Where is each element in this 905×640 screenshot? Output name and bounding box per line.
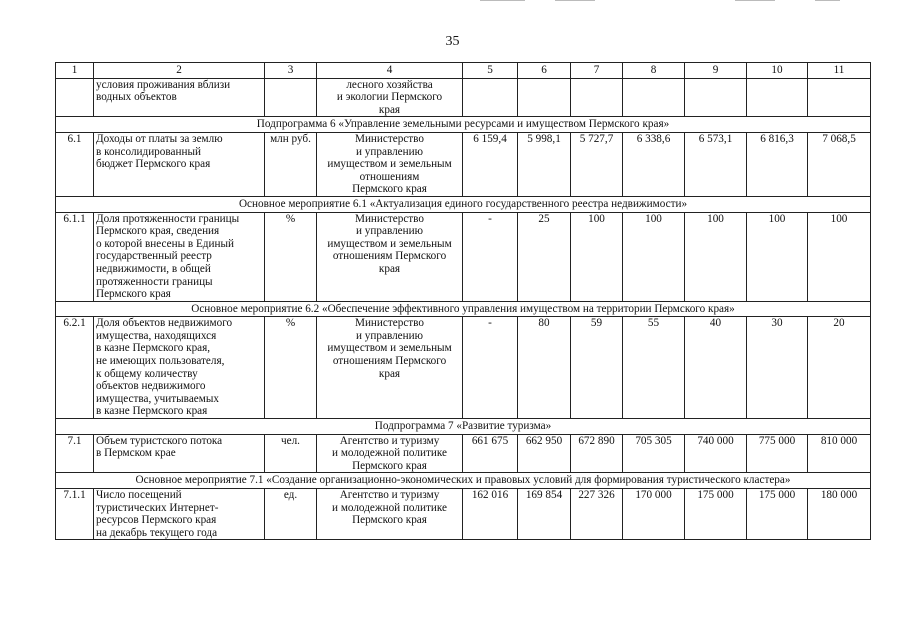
value-cell: 175 000: [685, 489, 747, 540]
column-number-cell: 10: [747, 63, 808, 79]
value-cell: 6 816,3: [747, 132, 808, 196]
section-row: [56, 419, 871, 435]
value-cell: 100: [571, 212, 623, 301]
indicators-table: [55, 62, 871, 540]
responsible-cell: Министерство и управлению имуществом и земельным отношениям Пермского края: [317, 132, 463, 196]
section-row: [56, 473, 871, 489]
column-number-cell: 4: [317, 63, 463, 79]
value-cell: 20: [808, 317, 871, 419]
unit-cell: %: [265, 317, 317, 419]
value-cell: 40: [685, 317, 747, 419]
indicator-name: условия проживания вблизи водных объектов: [94, 78, 265, 117]
value-cell: [623, 78, 685, 117]
section-title: Подпрограмма 6 «Управление земельными ресурсами и имуществом Пермского края»: [56, 117, 871, 133]
value-cell: 100: [685, 212, 747, 301]
value-cell: 661 675: [463, 434, 518, 473]
column-number-cell: 2: [94, 63, 265, 79]
table-row: [56, 132, 871, 196]
value-cell: 55: [623, 317, 685, 419]
responsible-cell: Министерство и управлению имуществом и земельным отношениям Пермского края: [317, 212, 463, 301]
scan-artifact: [555, 0, 595, 1]
indicator-number: 6.2.1: [56, 317, 94, 419]
column-number-cell: 11: [808, 63, 871, 79]
section-row: [56, 301, 871, 317]
table-row: [56, 78, 871, 117]
column-number-cell: 8: [623, 63, 685, 79]
table-header-row: [56, 63, 871, 79]
value-cell: 7 068,5: [808, 132, 871, 196]
value-cell: [747, 78, 808, 117]
value-cell: 5 998,1: [518, 132, 571, 196]
value-cell: 810 000: [808, 434, 871, 473]
value-cell: 6 159,4: [463, 132, 518, 196]
value-cell: 80: [518, 317, 571, 419]
indicator-number: 7.1: [56, 434, 94, 473]
value-cell: 6 338,6: [623, 132, 685, 196]
unit-cell: млн руб.: [265, 132, 317, 196]
indicator-number: 7.1.1: [56, 489, 94, 540]
indicator-number: [56, 78, 94, 117]
indicator-number: 6.1.1: [56, 212, 94, 301]
responsible-cell: лесного хозяйства и экологии Пермского края: [317, 78, 463, 117]
value-cell: 59: [571, 317, 623, 419]
value-cell: 25: [518, 212, 571, 301]
value-cell: 100: [747, 212, 808, 301]
value-cell: [518, 78, 571, 117]
indicator-name: Объем туристского потока в Пермском крае: [94, 434, 265, 473]
value-cell: 6 573,1: [685, 132, 747, 196]
value-cell: 672 890: [571, 434, 623, 473]
unit-cell: чел.: [265, 434, 317, 473]
table-row: [56, 317, 871, 419]
value-cell: 227 326: [571, 489, 623, 540]
section-title: Подпрограмма 7 «Развитие туризма»: [56, 419, 871, 435]
indicator-name: Доля объектов недвижимого имущества, находящихся в казне Пермского края, не имеющих пользователя, к общему количеству объектов недвижимого имущества, учитываемых в казне Пермского края: [94, 317, 265, 419]
value-cell: 175 000: [747, 489, 808, 540]
value-cell: 705 305: [623, 434, 685, 473]
column-number-cell: 9: [685, 63, 747, 79]
column-number-cell: 7: [571, 63, 623, 79]
value-cell: [571, 78, 623, 117]
scan-artifact: [815, 0, 840, 1]
unit-cell: ед.: [265, 489, 317, 540]
column-number-cell: 1: [56, 63, 94, 79]
value-cell: 775 000: [747, 434, 808, 473]
column-number-cell: 6: [518, 63, 571, 79]
section-title: Основное мероприятие 6.2 «Обеспечение эффективного управления имуществом на территории Пермского края»: [56, 301, 871, 317]
responsible-cell: Министерство и управлению имуществом и земельным отношениям Пермского края: [317, 317, 463, 419]
section-title: Основное мероприятие 7.1 «Создание организационно-экономических и правовых условий для формирования туристического кластера»: [56, 473, 871, 489]
responsible-cell: Агентство и туризму и молодежной политике Пермского края: [317, 434, 463, 473]
indicator-number: 6.1: [56, 132, 94, 196]
value-cell: [685, 78, 747, 117]
unit-cell: %: [265, 212, 317, 301]
indicator-name: Доходы от платы за землю в консолидированный бюджет Пермского края: [94, 132, 265, 196]
value-cell: [463, 78, 518, 117]
value-cell: -: [463, 212, 518, 301]
unit-cell: [265, 78, 317, 117]
value-cell: 170 000: [623, 489, 685, 540]
table-row: [56, 212, 871, 301]
value-cell: 5 727,7: [571, 132, 623, 196]
section-title: Основное мероприятие 6.1 «Актуализация единого государственного реестра недвижимости»: [56, 196, 871, 212]
page-number: 35: [445, 34, 460, 49]
table-row: [56, 489, 871, 540]
section-row: [56, 117, 871, 133]
value-cell: 180 000: [808, 489, 871, 540]
value-cell: 100: [808, 212, 871, 301]
section-row: [56, 196, 871, 212]
value-cell: 169 854: [518, 489, 571, 540]
value-cell: 662 950: [518, 434, 571, 473]
value-cell: [808, 78, 871, 117]
value-cell: -: [463, 317, 518, 419]
scan-artifact: [480, 0, 525, 1]
indicator-name: Доля протяженности границы Пермского края, сведения о которой внесены в Единый государственный реестр недвижимости, в общей протяженности границы Пермского края: [94, 212, 265, 301]
value-cell: 740 000: [685, 434, 747, 473]
value-cell: 162 016: [463, 489, 518, 540]
indicator-name: Число посещений туристических Интернет- ресурсов Пермского края на декабрь текущего года: [94, 489, 265, 540]
value-cell: 30: [747, 317, 808, 419]
column-number-cell: 5: [463, 63, 518, 79]
table-row: [56, 434, 871, 473]
column-number-cell: 3: [265, 63, 317, 79]
value-cell: 100: [623, 212, 685, 301]
scan-artifact: [735, 0, 775, 1]
responsible-cell: Агентство и туризму и молодежной политике Пермского края: [317, 489, 463, 540]
table-body: [56, 63, 871, 540]
